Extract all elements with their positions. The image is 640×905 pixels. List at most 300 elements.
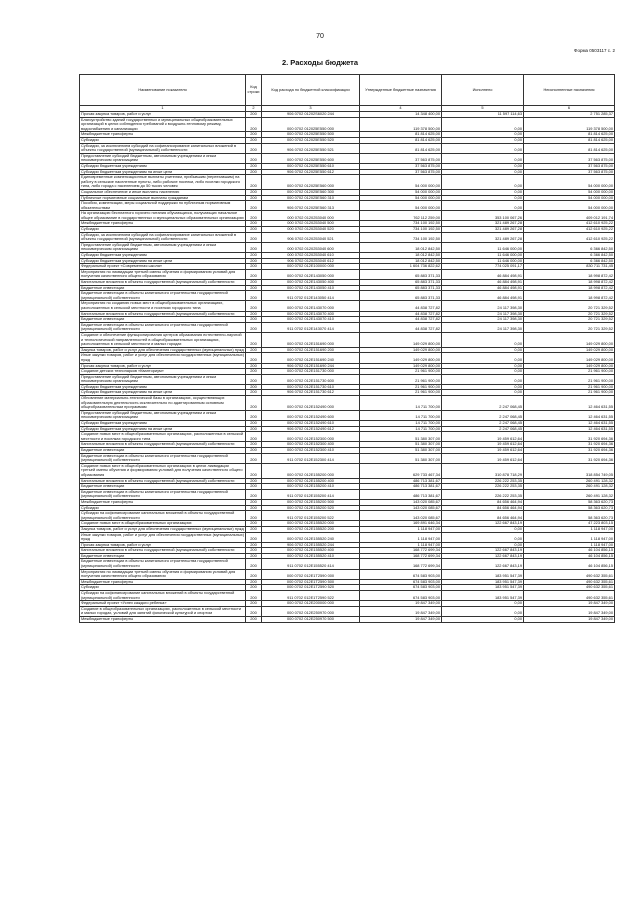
- indicator-name-cell: Мероприятия по ликвидации третьей смены обучения и формированию условий для получения качественного общего образования: [80, 269, 246, 279]
- table-row: [80, 532, 615, 542]
- indicator-name-cell: Бюджетные инвестиции: [80, 317, 246, 323]
- indicator-name-cell: Бюджетные инвестиции: [80, 484, 246, 490]
- indicator-name-cell: Субсидии бюджетным учреждениям: [80, 421, 246, 427]
- executed-cell: 0,00: [442, 374, 524, 384]
- indicator-name-cell: Бюджетные инвестиции в объекты капитального строительства государственной (муниципальной) собственности: [80, 489, 246, 499]
- indicator-name-cell: Бюджетные инвестиции: [80, 285, 246, 291]
- indicator-name-cell: Бюджетные инвестиции: [80, 448, 246, 454]
- approved-cell: 19 847 349,00: [360, 606, 442, 616]
- approved-cell: 51 380 307,00: [360, 432, 442, 442]
- budget-code-cell: 000 0702 012025Е550 600: [262, 153, 360, 163]
- budget-code-cell: 911 0702 012Е1Т2590 522: [262, 591, 360, 601]
- unexecuted-cell: 31 920 694,36: [524, 432, 615, 442]
- budget-code-cell: 906 0702 012Е155520 244: [262, 542, 360, 548]
- budget-code-cell: 906 0702 012Е151730 612: [262, 390, 360, 396]
- executed-cell: 0,00: [442, 132, 524, 138]
- executed-cell: 122 667 843,19: [442, 559, 524, 569]
- indicator-name-cell: Межбюджетные трансферты: [80, 132, 246, 138]
- indicator-name-cell: Субсидии, за исключением субсидий на софинансирование капитальных вложений в объекты государственной (муниципальной) собственности: [80, 232, 246, 242]
- line-code-cell: 200: [246, 548, 262, 554]
- approved-cell: 674 583 903,00: [360, 579, 442, 585]
- unexecuted-cell: 19 847 349,00: [524, 601, 615, 607]
- column-number: 4: [360, 106, 442, 112]
- table-row: [80, 606, 615, 616]
- line-code-cell: 200: [246, 264, 262, 270]
- table-row: [80, 211, 615, 221]
- indicator-name-cell: Субсидии на софинансирование капитальных вложений в объекты государственной (муниципальной) собственности: [80, 511, 246, 521]
- budget-code-cell: 000 0702 012Е152490 000: [262, 396, 360, 411]
- budget-code-cell: 000 0702 012Е155200 000: [262, 463, 360, 478]
- approved-cell: 143 020 085,67: [360, 505, 442, 511]
- executed-cell: 46 884 498,91: [442, 269, 524, 279]
- approved-cell: 168 772 699,34: [360, 559, 442, 569]
- unexecuted-cell: 6 366 842,50: [524, 258, 615, 264]
- executed-cell: 0,00: [442, 189, 524, 195]
- executed-cell: 321 489 267,28: [442, 221, 524, 227]
- budget-code-cell: 000 0702 012Е155520 000: [262, 521, 360, 527]
- executed-cell: 0,00: [442, 143, 524, 153]
- budget-code-cell: 000 0702 012Е151690 200: [262, 347, 360, 353]
- line-code-cell: 200: [246, 553, 262, 559]
- unexecuted-cell: 260 491 128,32: [524, 489, 615, 499]
- indicator-name-cell: Создание и обеспечение функционирования центров образования естественно-научной и технологической направленностей в общеобразовательных организациях, расположенных в сельской местности и малых городах: [80, 332, 246, 347]
- unexecuted-cell: 490 632 355,61: [524, 579, 615, 585]
- indicator-name-cell: Иные закупки товаров, работ и услуг для обеспечения государственных (муниципальных) нужд: [81, 352, 245, 362]
- budget-code-cell: 000 0702 012Е155200 410: [262, 484, 360, 490]
- table-header-row: [80, 75, 615, 106]
- table-row: [80, 410, 615, 420]
- approved-cell: 19 847 349,00: [360, 617, 442, 623]
- executed-cell: 226 222 253,35: [442, 489, 524, 499]
- line-code-cell: 200: [246, 448, 262, 454]
- line-code-cell: 200: [246, 542, 262, 548]
- approved-cell: 21 961 900,00: [360, 374, 442, 384]
- budget-code-cell: 000 0702 012Е143050 000: [262, 269, 360, 279]
- indicator-name-cell: Межбюджетные трансферты: [80, 579, 246, 585]
- table-row: [80, 332, 615, 347]
- approved-cell: 21 961 900,00: [360, 384, 442, 390]
- line-code-cell: 200: [246, 369, 262, 375]
- table-row: [80, 617, 615, 623]
- indicator-name-cell: Субсидии бюджетным учреждениям на иные цели: [80, 169, 246, 175]
- budget-code-cell: 000 0702 012Е151690 240: [262, 353, 360, 363]
- budget-code-cell: 000 0702 012Е155200 400: [262, 478, 360, 484]
- indicator-name-cell: Социальное обеспечение и иные выплаты населению: [80, 189, 246, 195]
- approved-cell: 1 118 947,00: [360, 542, 442, 548]
- budget-code-cell: 000 0702 012025Е550 610: [262, 163, 360, 169]
- budget-code-cell: 000 0702 012Е143050 400: [262, 280, 360, 286]
- budget-code-cell: 000 0702 012Е155200 500: [262, 499, 360, 505]
- executed-cell: 183 951 547,39: [442, 579, 524, 585]
- unexecuted-cell: 149 029 800,00: [524, 353, 615, 363]
- budget-code-cell: 906 0702 012Е152490 612: [262, 426, 360, 432]
- indicator-name-cell: Межбюджетные трансферты: [80, 499, 246, 505]
- unexecuted-cell: 58 363 620,73: [524, 511, 615, 521]
- unexecuted-cell: 21 961 900,00: [524, 390, 615, 396]
- header-budget-code: Код расхода по бюджетной классификации: [262, 75, 360, 106]
- executed-cell: 0,00: [442, 532, 524, 542]
- budget-code-cell: 000 0702 012Е100000 000: [262, 264, 360, 270]
- table-row: [80, 117, 615, 132]
- budget-code-cell: 000 0702 012025Е560 000: [262, 175, 360, 190]
- executed-cell: 19 459 612,64: [442, 448, 524, 454]
- indicator-name-cell: Предоставление субсидий бюджетным, автономным учреждениям и иным некоммерческим организациям: [80, 374, 246, 384]
- unexecuted-cell: 20 721 329,52: [524, 301, 615, 311]
- budget-code-cell: 000 0702 012025Е560 300: [262, 189, 360, 195]
- indicator-name-cell: Обновление материально-технической базы в организациях, осуществляющих образовательную деятельность исключительно по адаптированным основным общеобразовательным программам: [80, 396, 246, 411]
- approved-cell: 486 713 381,67: [360, 478, 442, 484]
- approved-cell: 143 020 085,67: [360, 499, 442, 505]
- unexecuted-cell: 58 363 620,73: [524, 505, 615, 511]
- indicator-name-cell: Бюджетные инвестиции: [80, 553, 246, 559]
- approved-cell: 19 847 349,00: [360, 601, 442, 607]
- budget-code-cell: 000 0702 012Е1Т2590 520: [262, 585, 360, 591]
- budget-code-cell: 911 0702 012Е155520 414: [262, 559, 360, 569]
- approved-cell: 65 883 371,33: [360, 269, 442, 279]
- executed-cell: 11 646 000,00: [442, 242, 524, 252]
- executed-cell: 0,00: [442, 201, 524, 211]
- unexecuted-cell: 1 118 947,00: [524, 526, 615, 532]
- executed-cell: 0,00: [442, 601, 524, 607]
- line-code-cell: 200: [246, 463, 262, 478]
- unexecuted-cell: 12 464 631,55: [524, 426, 615, 432]
- unexecuted-cell: 31 920 694,36: [524, 448, 615, 454]
- unexecuted-cell: 58 363 620,73: [524, 499, 615, 505]
- unexecuted-cell: 46 104 856,15: [524, 548, 615, 554]
- approved-cell: 81 814 625,00: [360, 132, 442, 138]
- budget-code-cell: 000 0702 0120253040 500: [262, 221, 360, 227]
- line-code-cell: 200: [246, 253, 262, 259]
- indicator-name-cell: Субсидии: [80, 585, 246, 591]
- line-code-cell: 200: [246, 432, 262, 442]
- indicator-name-cell: Создание новых мест в общеобразовательных организациях: [80, 521, 246, 527]
- unexecuted-cell: 21 961 900,00: [524, 384, 615, 390]
- executed-cell: 0,00: [442, 390, 524, 396]
- budget-code-cell: 000 0702 012Е143070 400: [262, 311, 360, 317]
- line-code-cell: 200: [246, 132, 262, 138]
- executed-cell: 0,00: [442, 353, 524, 363]
- budget-code-cell: 000 0702 012Е151730 610: [262, 384, 360, 390]
- approved-cell: 54 000 000,00: [360, 195, 442, 201]
- approved-cell: 54 000 000,00: [360, 201, 442, 211]
- approved-cell: 14 711 700,00: [360, 426, 442, 432]
- indicator-name-cell: Субсидии бюджетным учреждениям: [80, 384, 246, 390]
- indicator-name-cell: Капитальные вложения в объекты государственной (муниципальной) собственности: [80, 442, 246, 448]
- indicator-name-cell: Субсидии: [80, 227, 246, 233]
- budget-code-cell: 000 0702 012Е152300 000: [262, 432, 360, 442]
- approved-cell: 65 883 371,33: [360, 280, 442, 286]
- unexecuted-cell: 260 491 128,32: [524, 478, 615, 484]
- table-row: [80, 153, 615, 163]
- approved-cell: 81 814 625,00: [360, 143, 442, 153]
- budget-code-cell: 000 0702 012Е143050 410: [262, 285, 360, 291]
- unexecuted-cell: 37 563 875,00: [524, 163, 615, 169]
- line-code-cell: 200: [246, 301, 262, 311]
- table-row: [80, 591, 615, 601]
- indicator-name-cell: Федеральный проект «Успех каждого ребенка»: [80, 601, 246, 607]
- table-row: [80, 269, 615, 279]
- line-code-cell: 200: [246, 569, 262, 579]
- approved-cell: 168 772 699,34: [360, 548, 442, 554]
- indicator-name-cell: Субсидии, за исключением субсидий на софинансирование капитальных вложений в объекты государственной (муниципальной) собственности: [80, 143, 246, 153]
- approved-cell: 1 118 947,00: [360, 526, 442, 532]
- unexecuted-cell: 18 998 872,42: [524, 269, 615, 279]
- approved-cell: 14 348 400,00: [360, 112, 442, 118]
- budget-code-cell: 000 0702 0120253040 600: [262, 242, 360, 252]
- indicator-name-cell: Создание в общеобразовательных организациях, расположенных в сельской местности и малых городах, условий для занятий физической культурой и спортом: [80, 606, 246, 616]
- unexecuted-cell: 490 632 355,61: [524, 585, 615, 591]
- table-row: [80, 242, 615, 252]
- column-number: 1: [80, 106, 246, 112]
- approved-cell: 44 838 727,82: [360, 322, 442, 332]
- line-code-cell: 200: [246, 453, 262, 463]
- executed-cell: 321 489 267,28: [442, 232, 524, 242]
- unexecuted-cell: 119 378 500,00: [524, 117, 615, 132]
- approved-cell: 18 012 842,50: [360, 242, 442, 252]
- unexecuted-cell: 54 000 000,00: [524, 175, 615, 190]
- line-code-cell: 200: [246, 280, 262, 286]
- budget-code-cell: 000 0702 012Е151690 000: [262, 332, 360, 347]
- indicator-name-cell: На организацию бесплатного горячего питания обучающихся, получающих начальное общее образование в государственных и муниципальных образовательных организациях: [81, 210, 244, 220]
- executed-cell: 19 459 612,64: [442, 442, 524, 448]
- executed-cell: 122 667 843,19: [442, 548, 524, 554]
- unexecuted-cell: 46 104 856,15: [524, 553, 615, 559]
- unexecuted-cell: 149 029 800,00: [524, 332, 615, 347]
- table-row: [80, 353, 615, 363]
- unexecuted-cell: 12 464 631,55: [524, 410, 615, 420]
- line-code-cell: 200: [246, 232, 262, 242]
- table-row: [80, 175, 615, 190]
- budget-code-cell: 906 0702 0120253040 612: [262, 258, 360, 264]
- table-row: [80, 559, 615, 569]
- line-code-cell: 200: [246, 311, 262, 317]
- line-code-cell: 200: [246, 499, 262, 505]
- budget-code-cell: 000 0702 012025Е560 310: [262, 195, 360, 201]
- table-row: [80, 489, 615, 499]
- approved-cell: 734 100 192,50: [360, 221, 442, 227]
- unexecuted-cell: 54 000 000,00: [524, 189, 615, 195]
- table-row: [80, 143, 615, 153]
- approved-cell: 37 563 875,00: [360, 153, 442, 163]
- line-code-cell: 200: [246, 353, 262, 363]
- unexecuted-cell: 47 223 803,15: [524, 521, 615, 527]
- executed-cell: 183 951 547,39: [442, 569, 524, 579]
- line-code-cell: 200: [246, 201, 262, 211]
- indicator-name-cell: Субсидии бюджетным учреждениям: [80, 253, 246, 259]
- executed-cell: 0,00: [442, 363, 524, 369]
- budget-code-cell: 000 0702 012Е152300 410: [262, 448, 360, 454]
- table-row: [80, 569, 615, 579]
- line-code-cell: 200: [246, 112, 262, 118]
- executed-cell: 24 117 398,30: [442, 311, 524, 317]
- executed-cell: 122 667 843,19: [442, 553, 524, 559]
- budget-code-cell: 000 0702 012Е155200 520: [262, 505, 360, 511]
- approved-cell: 14 711 700,00: [360, 396, 442, 411]
- indicator-name-cell: Единовременные компенсационные выплаты учителям, прибывшим (переехавшим) на работу в сельские населенные пункты, либо рабочие поселки, либо поселки городского типа, либо города с населением до 50 тысяч человек: [80, 175, 246, 190]
- budget-code-cell: 000 0702 012Е151730 600: [262, 374, 360, 384]
- unexecuted-cell: 490 632 355,61: [524, 591, 615, 601]
- unexecuted-cell: 31 920 694,36: [524, 453, 615, 463]
- executed-cell: 84 656 464,94: [442, 511, 524, 521]
- approved-cell: 21 961 900,00: [360, 390, 442, 396]
- line-code-cell: 200: [246, 511, 262, 521]
- indicator-name-cell: Субсидии бюджетным учреждениям на иные цели: [80, 258, 246, 264]
- budget-code-cell: 000 0702 012025Е550 000: [262, 117, 360, 132]
- unexecuted-cell: 412 610 925,22: [524, 232, 615, 242]
- indicator-name-cell: Субсидии бюджетным учреждениям на иные цели: [80, 426, 246, 432]
- table-row: [80, 374, 615, 384]
- unexecuted-cell: 37 563 875,00: [524, 153, 615, 163]
- unexecuted-cell: 54 000 000,00: [524, 195, 615, 201]
- indicator-name-cell: Публичные нормативные социальные выплаты гражданам: [80, 195, 246, 201]
- approved-cell: 1 604 736 822,62: [360, 264, 442, 270]
- indicator-name-cell: Создание детских технопарков «Кванториум»: [80, 369, 246, 375]
- executed-cell: 0,00: [442, 542, 524, 548]
- approved-cell: 51 380 307,00: [360, 442, 442, 448]
- unexecuted-cell: 318 854 749,05: [524, 463, 615, 478]
- unexecuted-cell: 1 118 947,00: [524, 542, 615, 548]
- approved-cell: 674 583 903,00: [360, 591, 442, 601]
- budget-code-cell: 000 0702 0120253040 520: [262, 227, 360, 233]
- line-code-cell: 200: [246, 143, 262, 153]
- form-code: Форма 0503117 с. 2: [574, 48, 615, 53]
- executed-cell: 183 951 547,39: [442, 591, 524, 601]
- approved-cell: 149 029 800,00: [360, 347, 442, 353]
- executed-cell: 0,00: [442, 117, 524, 132]
- approved-cell: 486 713 381,67: [360, 484, 442, 490]
- approved-cell: 149 029 800,00: [360, 353, 442, 363]
- budget-code-cell: 000 0702 012Е152490 600: [262, 410, 360, 420]
- budget-code-cell: 911 0702 012Е143070 414: [262, 322, 360, 332]
- indicator-name-cell: Капитальные вложения в объекты государственной (муниципальной) собственности: [80, 280, 246, 286]
- budget-code-cell: 911 0702 012Е143050 414: [262, 291, 360, 301]
- executed-cell: 24 117 398,30: [442, 322, 524, 332]
- unexecuted-cell: 31 920 694,36: [524, 442, 615, 448]
- line-code-cell: 200: [246, 559, 262, 569]
- budget-code-cell: 000 0702 012Е200000 000: [262, 601, 360, 607]
- indicator-name-cell: Прочая закупка товаров, работ и услуг: [80, 542, 246, 548]
- unexecuted-cell: 81 814 625,00: [524, 137, 615, 143]
- unexecuted-cell: 20 721 329,52: [524, 311, 615, 317]
- executed-cell: 0,00: [442, 169, 524, 175]
- indicator-name-cell: Субсидии: [80, 505, 246, 511]
- line-code-cell: 200: [246, 363, 262, 369]
- budget-code-cell: 000 0702 012Е143070 410: [262, 317, 360, 323]
- line-code-cell: 200: [246, 484, 262, 490]
- line-code-cell: 200: [246, 189, 262, 195]
- executed-cell: 2 247 068,45: [442, 421, 524, 427]
- line-code-cell: 200: [246, 421, 262, 427]
- line-code-cell: 200: [246, 489, 262, 499]
- approved-cell: 44 838 727,82: [360, 301, 442, 311]
- approved-cell: 54 000 000,00: [360, 175, 442, 190]
- line-code-cell: 200: [246, 269, 262, 279]
- unexecuted-cell: 46 104 856,15: [524, 559, 615, 569]
- unexecuted-cell: 81 814 625,00: [524, 132, 615, 138]
- line-code-cell: 200: [246, 579, 262, 585]
- line-code-cell: 200: [246, 322, 262, 332]
- budget-code-cell: 000 0702 0120253040 000: [262, 211, 360, 221]
- approved-cell: 37 563 875,00: [360, 169, 442, 175]
- indicator-name-cell: Капитальные вложения в объекты государственной (муниципальной) собственности: [80, 478, 246, 484]
- unexecuted-cell: 20 721 329,52: [524, 322, 615, 332]
- approved-cell: 674 583 903,00: [360, 585, 442, 591]
- table-row: [80, 396, 615, 411]
- line-code-cell: 200: [246, 442, 262, 448]
- unexecuted-cell: 409 012 191,74: [524, 211, 615, 221]
- unexecuted-cell: 12 464 631,55: [524, 396, 615, 411]
- indicator-name-cell: Мероприятия по ликвидации третьей смены обучения и формированию условий для получения качественного общего образования: [80, 569, 246, 579]
- approved-cell: 486 713 381,67: [360, 489, 442, 499]
- approved-cell: 44 838 727,82: [360, 311, 442, 317]
- approved-cell: 21 961 900,00: [360, 369, 442, 375]
- budget-code-cell: 906 0702 01202S6020 244: [262, 112, 360, 118]
- budget-code-cell: 906 0702 012Е151690 244: [262, 363, 360, 369]
- unexecuted-cell: 18 998 872,42: [524, 280, 615, 286]
- executed-cell: 0,00: [442, 347, 524, 353]
- line-code-cell: 200: [246, 526, 262, 532]
- budget-code-cell: 911 0702 012Е152300 414: [262, 453, 360, 463]
- budget-code-cell: 906 0702 012025Е560 313: [262, 201, 360, 211]
- approved-cell: 734 100 192,50: [360, 232, 442, 242]
- executed-cell: 0,00: [442, 195, 524, 201]
- page-number: 70: [316, 33, 324, 40]
- line-code-cell: 200: [246, 478, 262, 484]
- indicator-name-cell: Бюджетные инвестиции в объекты капитального строительства государственной (муниципальной) собственности: [80, 322, 246, 332]
- executed-cell: 2 247 068,45: [442, 426, 524, 432]
- executed-cell: 11 646 000,00: [442, 258, 524, 264]
- budget-code-cell: 000 0702 012Е152490 610: [262, 421, 360, 427]
- approved-cell: 44 838 727,82: [360, 317, 442, 323]
- line-code-cell: 200: [246, 242, 262, 252]
- budget-code-cell: 911 0702 012Е155200 522: [262, 511, 360, 521]
- approved-cell: 734 100 192,50: [360, 227, 442, 233]
- indicator-name-cell: Закупка товаров, работ и услуг для обеспечения государственных (муниципальных) нужд: [81, 347, 244, 352]
- approved-cell: 14 711 700,00: [360, 410, 442, 420]
- budget-code-cell: 000 0702 012Е250970 500: [262, 617, 360, 623]
- executed-cell: 46 884 498,91: [442, 280, 524, 286]
- line-code-cell: 200: [246, 221, 262, 227]
- unexecuted-cell: 21 961 900,00: [524, 374, 615, 384]
- line-code-cell: 200: [246, 211, 262, 221]
- unexecuted-cell: 19 847 349,00: [524, 617, 615, 623]
- executed-cell: 46 884 498,91: [442, 291, 524, 301]
- budget-code-cell: 906 0702 012025Е550 612: [262, 169, 360, 175]
- budget-code-cell: 000 0702 012Е155520 200: [262, 526, 360, 532]
- indicator-name-cell: Субсидии на софинансирование капитальных вложений в объекты государственной (муниципальной) собственности: [80, 591, 246, 601]
- column-number: 5: [442, 106, 524, 112]
- executed-cell: 84 656 464,94: [442, 505, 524, 511]
- line-code-cell: 200: [246, 137, 262, 143]
- approved-cell: 169 891 646,34: [360, 521, 442, 527]
- indicator-name-cell: Федеральный проект «Современная школа»: [80, 264, 246, 270]
- unexecuted-cell: 2 751 285,37: [524, 112, 615, 118]
- line-code-cell: 200: [246, 317, 262, 323]
- unexecuted-cell: 19 847 349,00: [524, 606, 615, 616]
- executed-cell: 226 222 253,35: [442, 484, 524, 490]
- line-code-cell: 200: [246, 175, 262, 190]
- unexecuted-cell: 490 632 355,61: [524, 569, 615, 579]
- budget-code-cell: 000 0702 012Е143070 000: [262, 301, 360, 311]
- budget-code-cell: 000 0702 012Е151730 000: [262, 369, 360, 375]
- line-code-cell: 200: [246, 285, 262, 291]
- indicator-name-cell: Прочая закупка товаров, работ и услуг: [80, 112, 246, 118]
- approved-cell: 629 733 467,34: [360, 463, 442, 478]
- column-number: 2: [246, 106, 262, 112]
- executed-cell: 46 884 498,91: [442, 285, 524, 291]
- table-row: [80, 322, 615, 332]
- unexecuted-cell: 18 998 872,42: [524, 285, 615, 291]
